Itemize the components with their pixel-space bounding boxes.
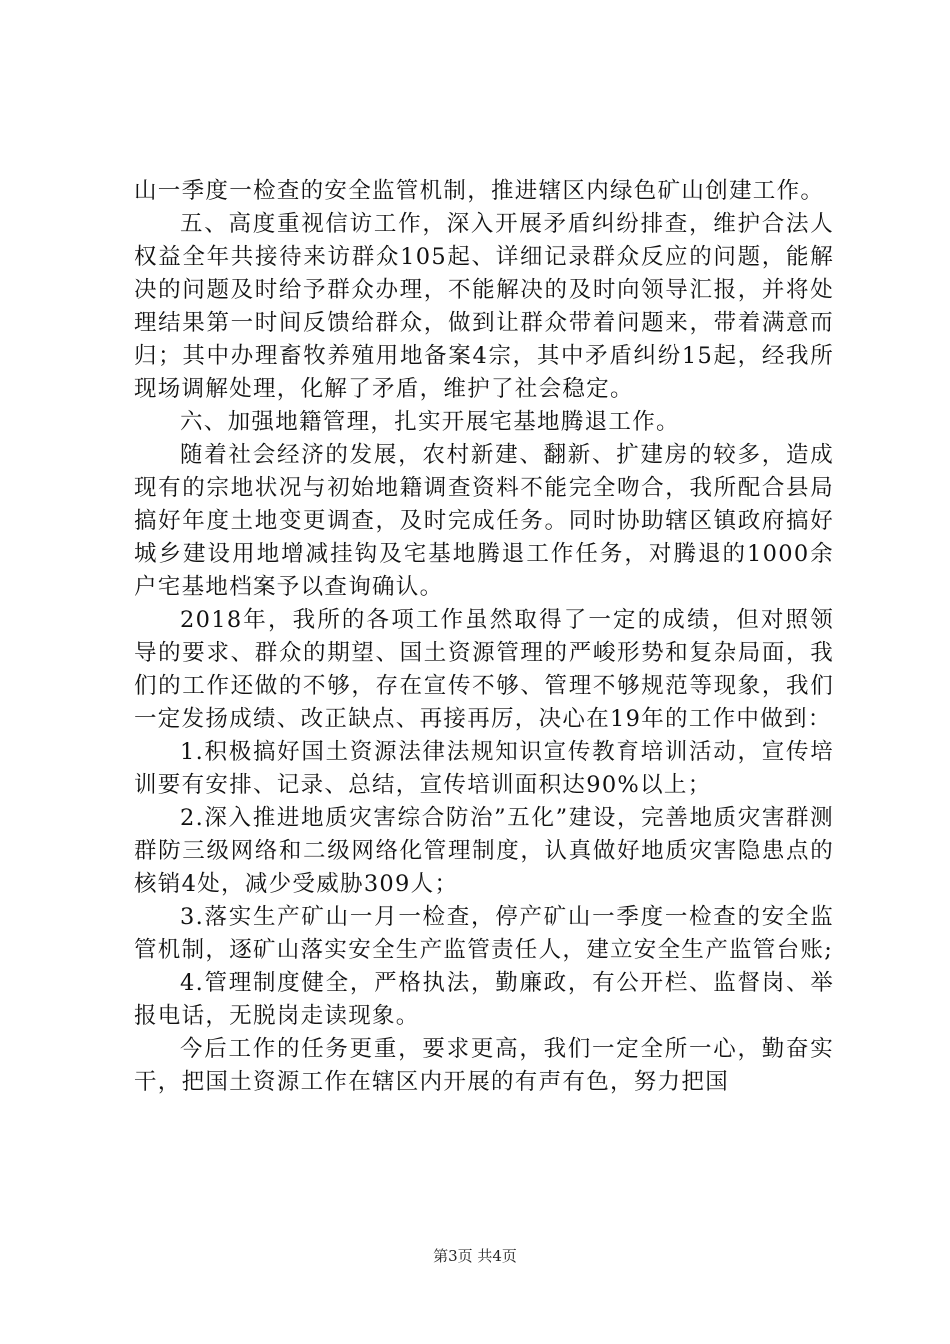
- paragraph-10: 今后工作的任务更重，要求更高，我们一定全所一心，勤奋实干，把国土资源工作在辖区内开展的有声有色，努力把国: [134, 1036, 834, 1095]
- list-item-4: 4.管理制度健全，严格执法，勤廉政，有公开栏、监督岗、举报电话，无脱岗走读现象。: [134, 970, 834, 1029]
- paragraph-1: 山一季度一检查的安全监管机制，推进辖区内绿色矿山创建工作。: [134, 178, 825, 204]
- list-item-3: 3.落实生产矿山一月一检查，停产矿山一季度一检查的安全监管机制，逐矿山落实安全生产监管责任人，建立安全生产监管台账;: [134, 904, 834, 963]
- page-footer: 第3页 共4页: [433, 1247, 517, 1265]
- list-item-2: 2.深入推进地质灾害综合防治”五化”建设，完善地质灾害群测群防三级网络和二级网络化管理制度，认真做好地质灾害隐患点的核销4处，减少受威胁309人；: [134, 805, 834, 897]
- paragraph-5: 2018年，我所的各项工作虽然取得了一定的成绩，但对照领导的要求、群众的期望、国土资源管理的严峻形势和复杂局面，我们的工作还做的不够，存在宣传不够、管理不够规范等现象，我们一定发扬成绩、改正缺点、再接再厉，决心在19年的工作中做到：: [134, 607, 834, 732]
- section-heading-6: 六、加强地籍管理，扎实开展宅基地腾退工作。: [180, 409, 680, 435]
- list-item-1: 1.积极搞好国土资源法律法规知识宣传教育培训活动，宣传培训要有安排、记录、总结，宣传培训面积达90%以上；: [134, 739, 834, 798]
- paragraph-4: 随着社会经济的发展，农村新建、翻新、扩建房的较多，造成现有的宗地状况与初始地籍调查资料不能完全吻合，我所配合县局搞好年度土地变更调查，及时完成任务。同时协助辖区镇政府搞好城乡建设用地增减挂钩及宅基地腾退工作任务，对腾退的1000余户宅基地档案予以查询确认。: [134, 442, 834, 600]
- document-body: [134, 175, 834, 1099]
- paragraph-2: 五、高度重视信访工作，深入开展矛盾纠纷排查，维护合法人权益全年共接待来访群众105起、详细记录群众反应的问题，能解决的问题及时给予群众办理，不能解决的及时向领导汇报，并将处理结果第一时间反馈给群众，做到让群众带着问题来，带着满意而归；其中办理畜牧养殖用地备案4宗，其中矛盾纠纷15起，经我所现场调解处理，化解了矛盾，维护了社会稳定。: [134, 211, 834, 402]
